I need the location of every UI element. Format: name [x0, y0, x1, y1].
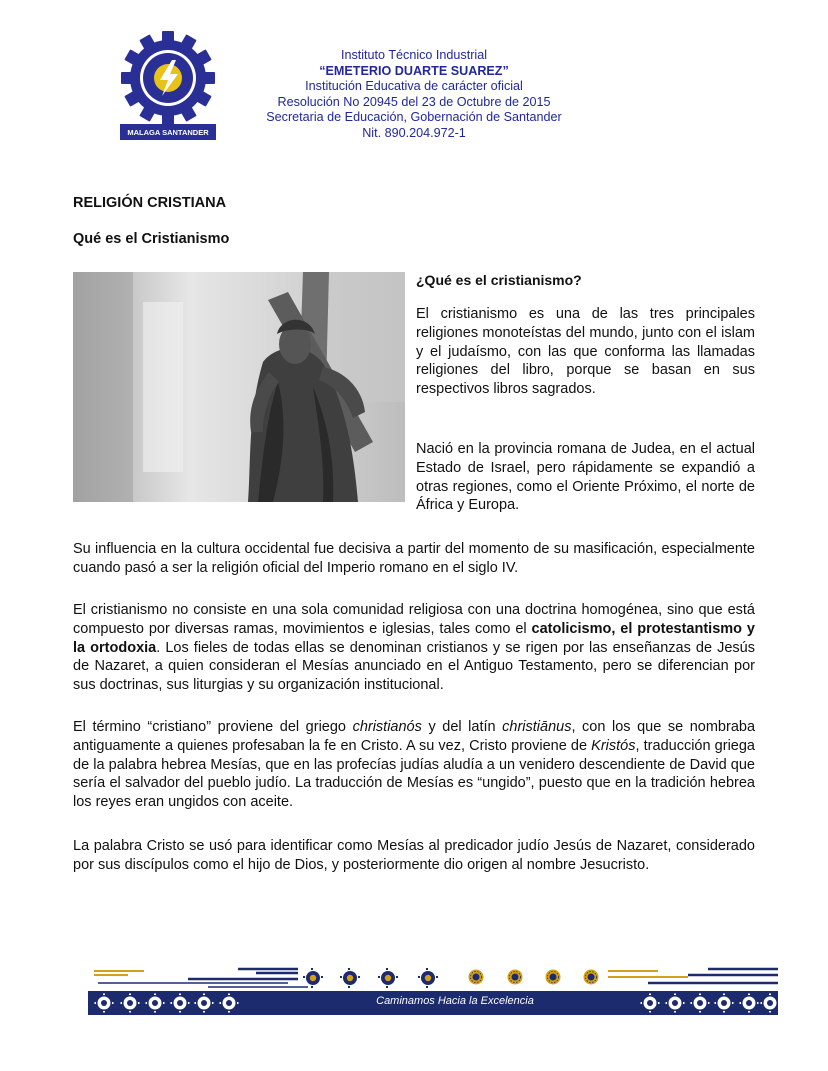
- institution-line-1: Instituto Técnico Industrial: [340, 48, 488, 62]
- branches-paragraph: [73, 601, 755, 695]
- etymology-text-3: , con los que se nombraba antiguamente a quienes profesaban la fe en Cristo. A su vez, Cristo proviene de: [73, 719, 756, 754]
- etymology-text-1: El término “cristiano” proviene del griego: [73, 719, 353, 735]
- jesucristo-paragraph: La palabra Cristo se usó para identificar como Mesías al predicador judío Jesús de Nazaret, considerado por sus discípulos como el hijo de Dios, y posteriormente dio origen al nombre Jesucristo.: [73, 838, 755, 873]
- institution-name: “EMETERIO DUARTE SUAREZ”: [319, 63, 509, 78]
- institution-line-5: Secretaria de Educación, Gobernación de Santander: [266, 110, 562, 125]
- section-subtitle: Qué es el Cristianismo: [73, 231, 230, 247]
- footer-slogan: Caminamos Hacia la Excelencia: [376, 995, 534, 1007]
- institution-line-3: Institución Educativa de carácter oficial: [305, 79, 523, 94]
- branches-text-1: El cristianismo no consiste en una sola comunidad religiosa con una doctrina homogénea, sino que está compuesto por diversas ramas, movimientos e iglesias, tales como el: [73, 602, 755, 637]
- branches-text-2: . Los fieles de todas ellas se denominan cristianos y se rigen por las enseñanzas de Jesús de Nazaret, a quien consideran el Mesías anunciado en el Antiguo Testamento, pero se diferencian por sus doctrinas, sus liturgias y su organización institucional.: [73, 639, 755, 694]
- etymology-greek-term: christianós: [352, 719, 422, 735]
- intro-paragraph: El cristianismo es una de las tres principales religiones monoteístas del mundo, junto con el islam y el judaísmo, con las que conforma las llamadas religiones del libro, porque se basan en sus respectivos libros sagrados.: [416, 306, 755, 398]
- branches-bold-text: catolicismo, el protestantismo y la ortodoxia: [73, 620, 755, 656]
- etymology-text-2: y del latín: [421, 719, 503, 735]
- influence-paragraph: Su influencia en la cultura occidental fue decisiva a partir del momento de su masificación, especialmente cuando pasó a ser la religión oficial del Imperio romano en el siglo IV.: [73, 541, 755, 576]
- institution-header: [240, 48, 588, 142]
- logo-banner-text: MALAGA SANTANDER: [127, 128, 209, 137]
- school-logo: [118, 30, 218, 142]
- etymology-kristos-term: Kristós: [591, 737, 636, 754]
- question-heading: ¿Qué es el cristianismo?: [416, 272, 582, 288]
- institution-nit: Nit. 890.204.972-1: [362, 125, 466, 140]
- etymology-latin-term: christiānus: [502, 719, 572, 735]
- document-title: RELIGIÓN CRISTIANA: [73, 195, 227, 211]
- institution-line-4: Resolución No 20945 del 23 de Octubre de 2015: [277, 94, 551, 109]
- origin-paragraph: Nació en la provincia romana de Judea, en el actual Estado de Israel, pero rápidamente se expandió a otras regiones, como el Oriente Próximo, el norte de África y Europa.: [416, 441, 755, 514]
- etymology-paragraph: [73, 718, 755, 812]
- etymology-text-4: , traducción griega de la palabra hebrea Mesías, que en las profecías judías aludía a un venidero descendiente de David que sería el salvador del pueblo judío. La traducción de Mesías es “ungido”, puesto que en la tradición hebrea los reyes eran ungidos con aceite.: [73, 737, 755, 811]
- jesus-cross-statue-photo: [73, 272, 405, 502]
